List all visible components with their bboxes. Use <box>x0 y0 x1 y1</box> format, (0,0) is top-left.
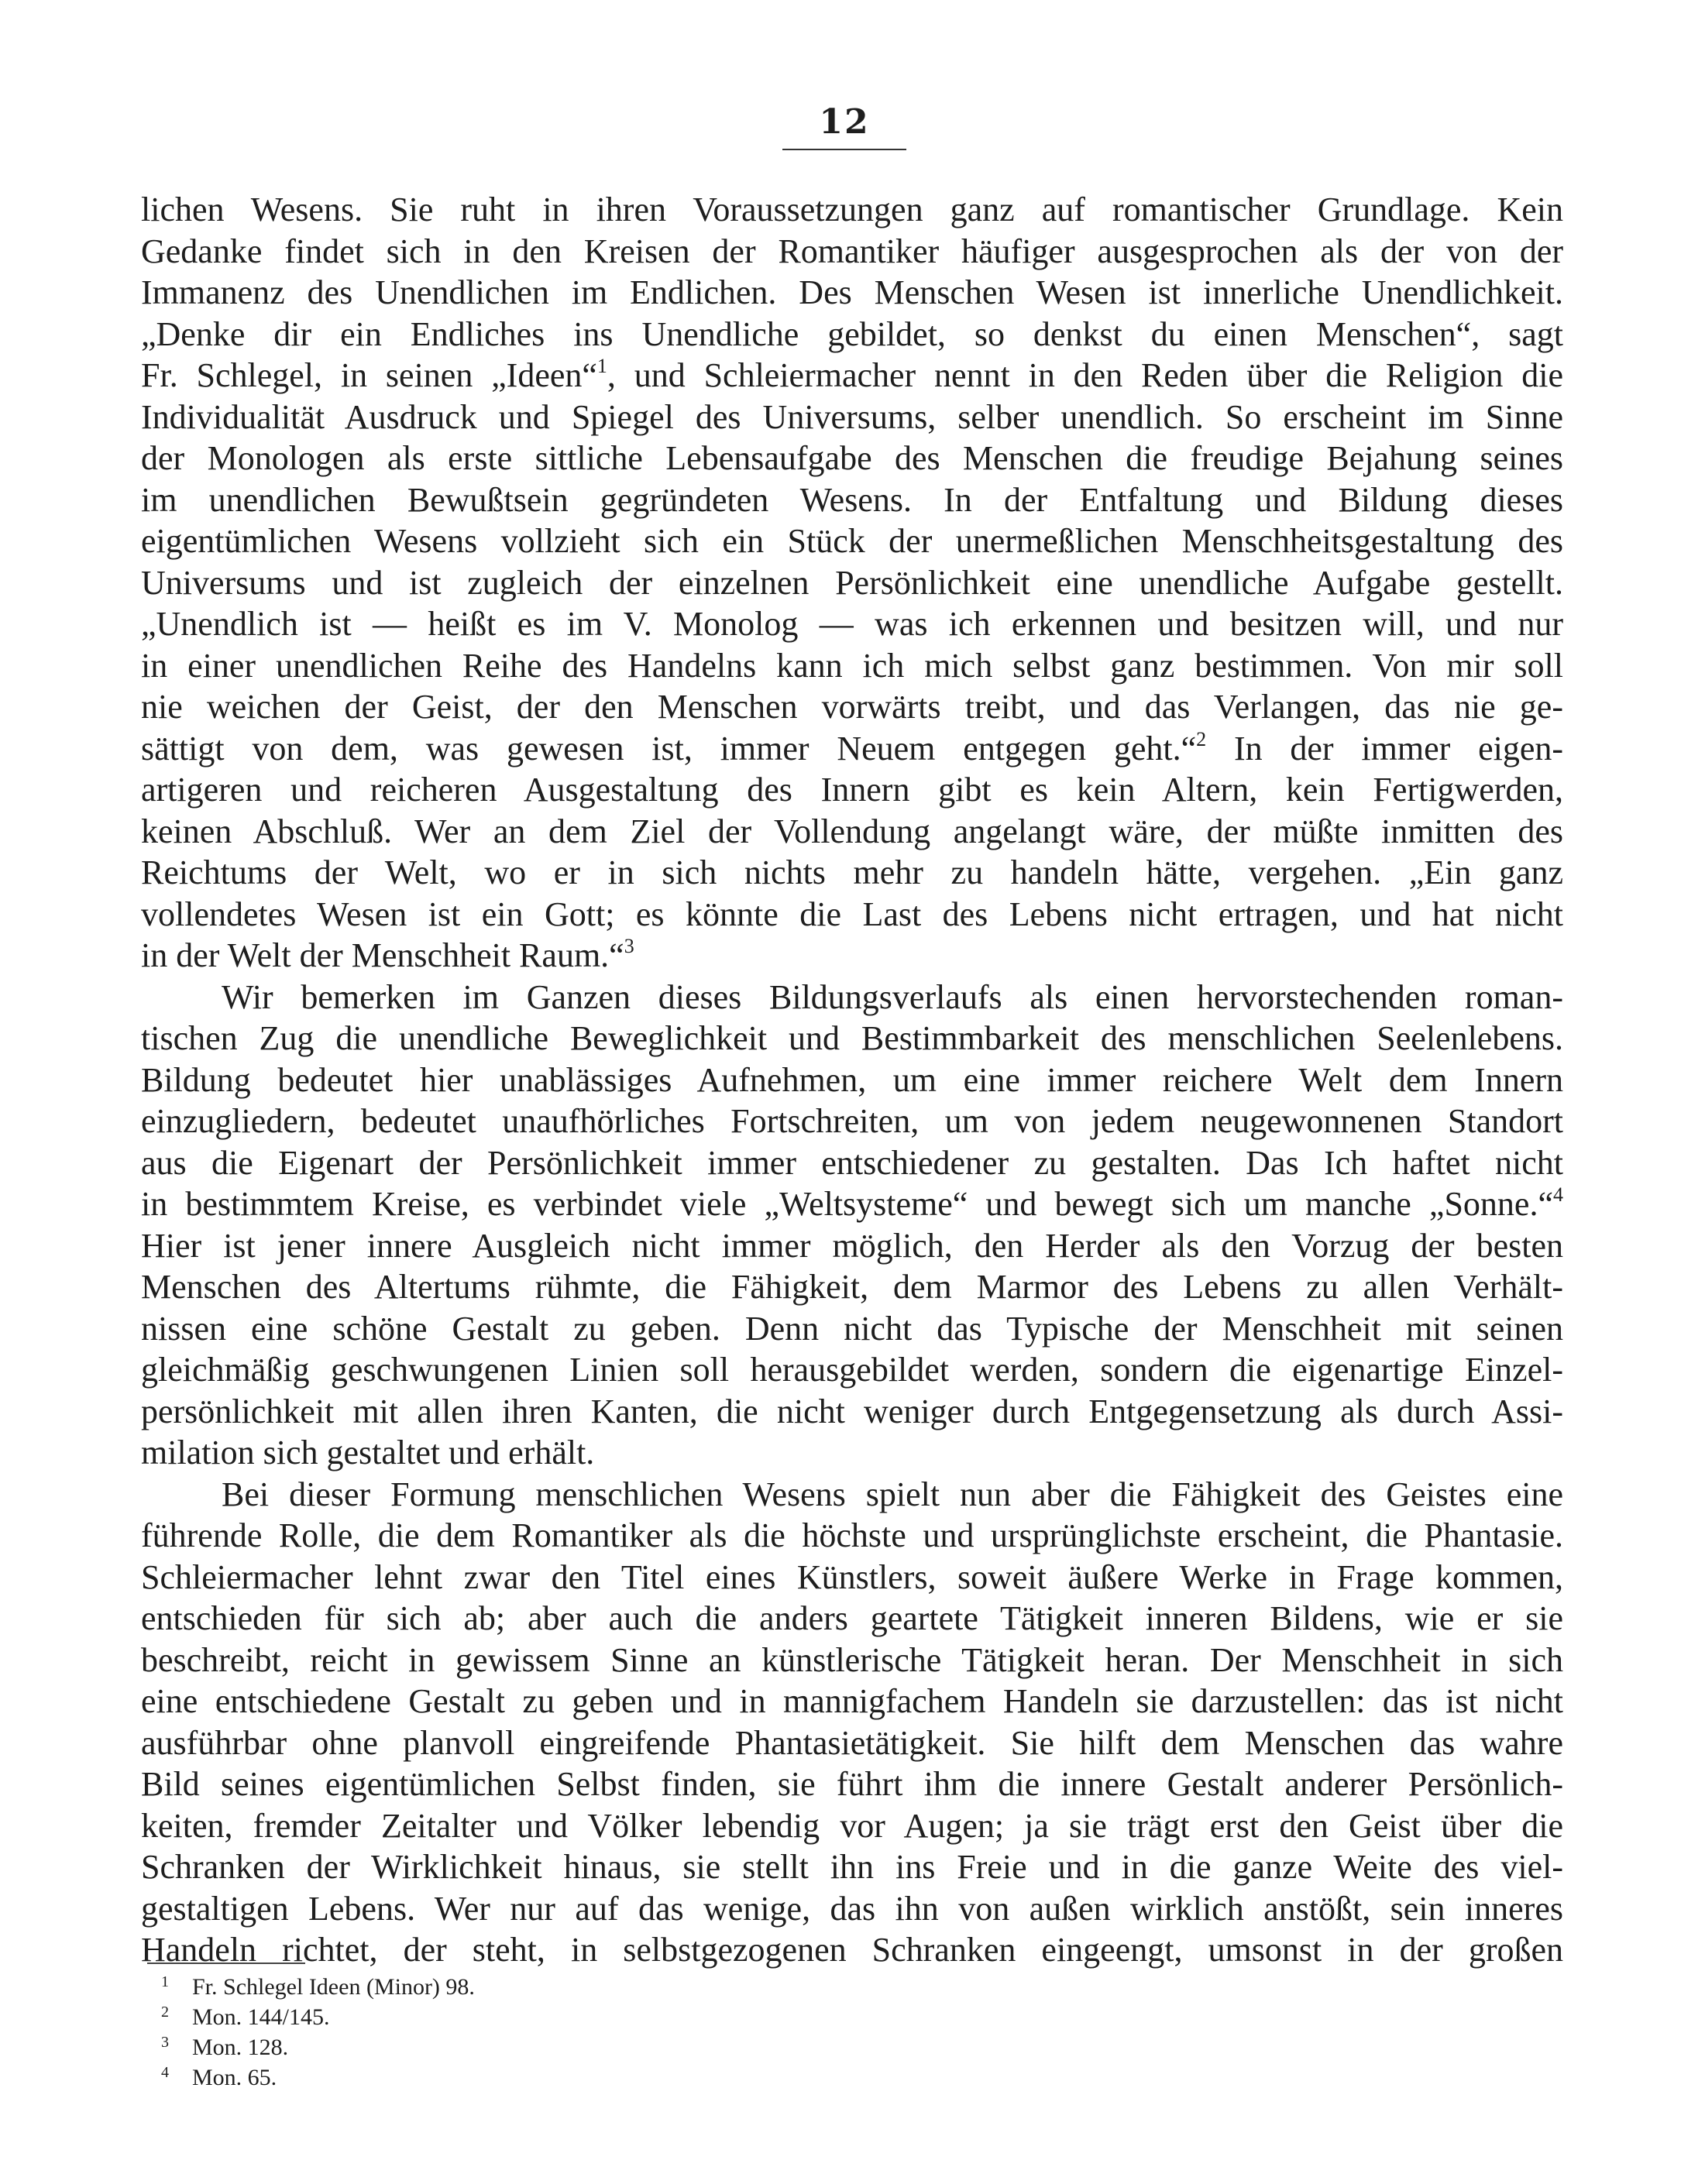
text-line <box>141 894 1563 936</box>
text-line-content: Hier ist jener innere Ausgleich nicht immer möglich, den Herder als den Vorzug der besten <box>141 1226 1563 1265</box>
text-line-content: Schranken der Wirklichkeit hinaus, sie stellt ihn ins Freie und in die ganze Weite des viel- <box>141 1848 1563 1886</box>
text-line <box>141 1722 1563 1764</box>
footnote-text: Fr. Schlegel Ideen (Minor) 98. <box>192 1974 475 2000</box>
footnote: 2 Mon. 144/145. <box>161 2004 330 2030</box>
text-line <box>141 1763 1563 1805</box>
text-line <box>141 1308 1563 1350</box>
text-line <box>141 562 1563 604</box>
footnote: 3 Mon. 128. <box>161 2034 289 2060</box>
text-line <box>141 355 1563 397</box>
text-line-continuation: , und Schleiermacher nennt in den Reden über die Religion die <box>607 356 1563 394</box>
footnote: 1 Fr. Schlegel Ideen (Minor) 98. <box>161 1973 475 2000</box>
text-line-content: lichen Wesens. Sie ruht in ihren Voraussetzungen ganz auf romantischer Grundlage. Kein <box>141 191 1563 228</box>
text-line-content: in der Welt der Menschheit Raum.“ <box>141 936 624 974</box>
text-line-content: „Denke dir ein Endliches ins Unendliche gebildet, so denkst du einen Menschen“, sagt <box>141 314 1563 353</box>
text-line <box>141 1640 1563 1681</box>
text-line-content: Menschen des Altertums rühmte, die Fähigkeit, dem Marmor des Lebens zu allen Verhält- <box>141 1268 1563 1306</box>
text-line-content: Universums und ist zugleich der einzelnen Persönlichkeit eine unendliche Aufgabe gestellt. <box>141 563 1563 602</box>
text-line-content: nissen eine schöne Gestalt zu geben. Denn nicht das Typische der Menschheit mit seinen <box>141 1309 1563 1348</box>
text-line <box>141 1474 1563 1516</box>
text-line-content: artigeren und reicheren Ausgestaltung des Innern gibt es kein Altern, kein Fertigwerden, <box>141 771 1563 809</box>
text-line-content: Reichtums der Welt, wo er in sich nichts mehr zu handeln hätte, vergehen. „Ein ganz <box>141 853 1563 891</box>
text-line-content: einzugliedern, bedeutet unaufhörliches Fortschreiten, um von jedem neugewonnenen Standort <box>141 1102 1563 1140</box>
text-line <box>141 479 1563 521</box>
footnote-text: Mon. 65. <box>192 2065 277 2090</box>
text-line-content: entschieden für sich ab; aber auch die anders geartete Tätigkeit inneren Bildens, wie er sie <box>141 1599 1563 1637</box>
text-line <box>141 977 1563 1018</box>
text-line <box>141 1598 1563 1640</box>
footnote-text: Mon. 144/145. <box>192 2004 330 2030</box>
text-line <box>141 1846 1563 1888</box>
text-line-content: Individualität Ausdruck und Spiegel des Universums, selber unendlich. So erscheint im Sinne <box>141 397 1563 436</box>
text-line-content: der Monologen als erste sittliche Lebensaufgabe des Menschen die freudige Bejahung seines <box>141 439 1563 477</box>
text-line-content: gestaltigen Lebens. Wer nur auf das wenige, das ihn von außen wirklich anstößt, sein inneres <box>141 1889 1563 1928</box>
text-line-content: aus die Eigenart der Persönlichkeit immer entschiedener zu gestalten. Das Ich haftet nicht <box>141 1143 1563 1182</box>
text-line-content: keiten, fremder Zeitalter und Völker lebendig vor Augen; ja sie trägt erst den Geist über die <box>141 1806 1563 1845</box>
text-line <box>141 686 1563 728</box>
text-line-content: tischen Zug die unendliche Beweglichkeit und Bestimmbarkeit des menschlichen Seelenlebens. <box>141 1019 1563 1057</box>
footnote-divider <box>147 1963 305 1964</box>
text-line <box>141 1391 1563 1433</box>
text-line <box>141 769 1563 811</box>
text-line-content: in einer unendlichen Reihe des Handelns kann ich mich selbst ganz bestimmen. Von mir soll <box>141 646 1563 685</box>
text-line <box>141 935 1563 977</box>
text-line-content: Bei dieser Formung menschlichen Wesens spielt nun aber die Fähigkeit des Geistes eine <box>222 1475 1563 1513</box>
text-line <box>141 397 1563 438</box>
text-line <box>141 1018 1563 1059</box>
text-line <box>141 1225 1563 1267</box>
footnote-text: Mon. 128. <box>192 2035 289 2060</box>
text-line <box>141 1266 1563 1308</box>
text-line <box>141 1059 1563 1101</box>
text-line-content: Gedanke findet sich in den Kreisen der Romantiker häufiger ausgesprochen als der von der <box>141 232 1563 270</box>
text-line-content: keinen Abschluß. Wer an dem Ziel der Vollendung angelangt wäre, der müßte inmitten des <box>141 812 1563 850</box>
text-line <box>141 1142 1563 1184</box>
text-line <box>141 520 1563 562</box>
text-line-content: Immanenz des Unendlichen im Endlichen. Des Menschen Wesen ist innerliche Unendlichkeit. <box>141 273 1563 311</box>
body-text <box>141 189 1563 1971</box>
footnote: 4 Mon. 65. <box>161 2064 277 2090</box>
text-line <box>141 603 1563 645</box>
text-line-content: ausführbar ohne planvoll eingreifende Phantasietätigkeit. Sie hilft dem Menschen das wahre <box>141 1723 1563 1762</box>
text-line <box>141 1432 1563 1474</box>
text-line-content: Handeln richtet, der steht, in selbstgezogenen Schranken eingeengt, umsonst in der großen <box>141 1931 1563 1969</box>
text-line <box>141 645 1563 687</box>
text-line-content: Bildung bedeutet hier unablässiges Aufnehmen, um eine immer reichere Welt dem Innern <box>141 1060 1563 1099</box>
text-line <box>141 1888 1563 1930</box>
text-line-content: vollendetes Wesen ist ein Gott; es könnte die Last des Lebens nicht ertragen, und hat nicht <box>141 895 1563 933</box>
text-line <box>141 272 1563 314</box>
text-line-content: sättigt von dem, was gewesen ist, immer Neuem entgegen geht.“ <box>141 729 1197 767</box>
text-line-content: eigentümlichen Wesens vollzieht sich ein Stück der unermeßlichen Menschheitsgestaltung des <box>141 522 1563 560</box>
text-line-content: eine entschiedene Gestalt zu geben und in mannigfachem Handeln sie darzustellen: das ist nicht <box>141 1682 1563 1720</box>
footnote-reference: 2 <box>1196 727 1207 750</box>
footnote-reference: 1 <box>596 355 607 377</box>
text-line-content: milation sich gestaltet und erhält. <box>141 1434 595 1471</box>
text-line <box>141 811 1563 853</box>
text-line-content: führende Rolle, die dem Romantiker als die höchste und ursprünglichste erscheint, die Phantasie. <box>141 1516 1563 1554</box>
text-line <box>141 1349 1563 1391</box>
text-line <box>141 189 1563 231</box>
text-line <box>141 728 1563 770</box>
text-line-continuation: In der immer eigen- <box>1206 729 1563 767</box>
text-line-content: Bild seines eigentümlichen Selbst finden, sie führt ihm die innere Gestalt anderer Persönlich- <box>141 1765 1563 1803</box>
footnote-reference: 3 <box>624 935 634 957</box>
footnotes <box>161 1972 878 2093</box>
text-line-content: Schleiermacher lehnt zwar den Titel eines Künstlers, soweit äußere Werke in Frage kommen, <box>141 1557 1563 1596</box>
text-line-content: gleichmäßig geschwungenen Linien soll herausgebildet werden, sondern die eigenartige Einzel- <box>141 1351 1563 1389</box>
text-line <box>141 1929 1563 1971</box>
text-line-content: in bestimmtem Kreise, es verbindet viele „Weltsysteme“ und bewegt sich um manche „Sonne.“ <box>141 1185 1553 1223</box>
text-line-content: Fr. Schlegel, in seinen „Ideen“ <box>141 356 597 394</box>
text-line-content: Wir bemerken im Ganzen dieses Bildungsverlaufs als einen hervorstechenden roman- <box>222 977 1563 1016</box>
text-line <box>141 1557 1563 1599</box>
text-line <box>141 852 1563 894</box>
text-line-content: im unendlichen Bewußtsein gegründeten Wesens. In der Entfaltung und Bildung dieses <box>141 480 1563 519</box>
text-line <box>141 1101 1563 1142</box>
text-line <box>141 1515 1563 1557</box>
text-line-content: persönlichkeit mit allen ihren Kanten, die nicht weniger durch Entgegensetzung als durch Assi- <box>141 1392 1563 1430</box>
text-line <box>141 231 1563 273</box>
text-line <box>141 1805 1563 1847</box>
text-line <box>141 1681 1563 1722</box>
text-line <box>141 1183 1563 1225</box>
page-number: 12 <box>782 101 906 150</box>
text-line-content: „Unendlich ist — heißt es im V. Monolog — was ich erkennen und besitzen will, und nur <box>141 605 1563 643</box>
text-line <box>141 438 1563 479</box>
footnote-reference: 4 <box>1553 1183 1563 1206</box>
text-line <box>141 314 1563 355</box>
text-line-content: nie weichen der Geist, der den Menschen vorwärts treibt, und das Verlangen, das nie ge- <box>141 688 1563 726</box>
text-line-content: beschreibt, reicht in gewissem Sinne an künstlerische Tätigkeit heran. Der Menschheit in sich <box>141 1640 1563 1679</box>
